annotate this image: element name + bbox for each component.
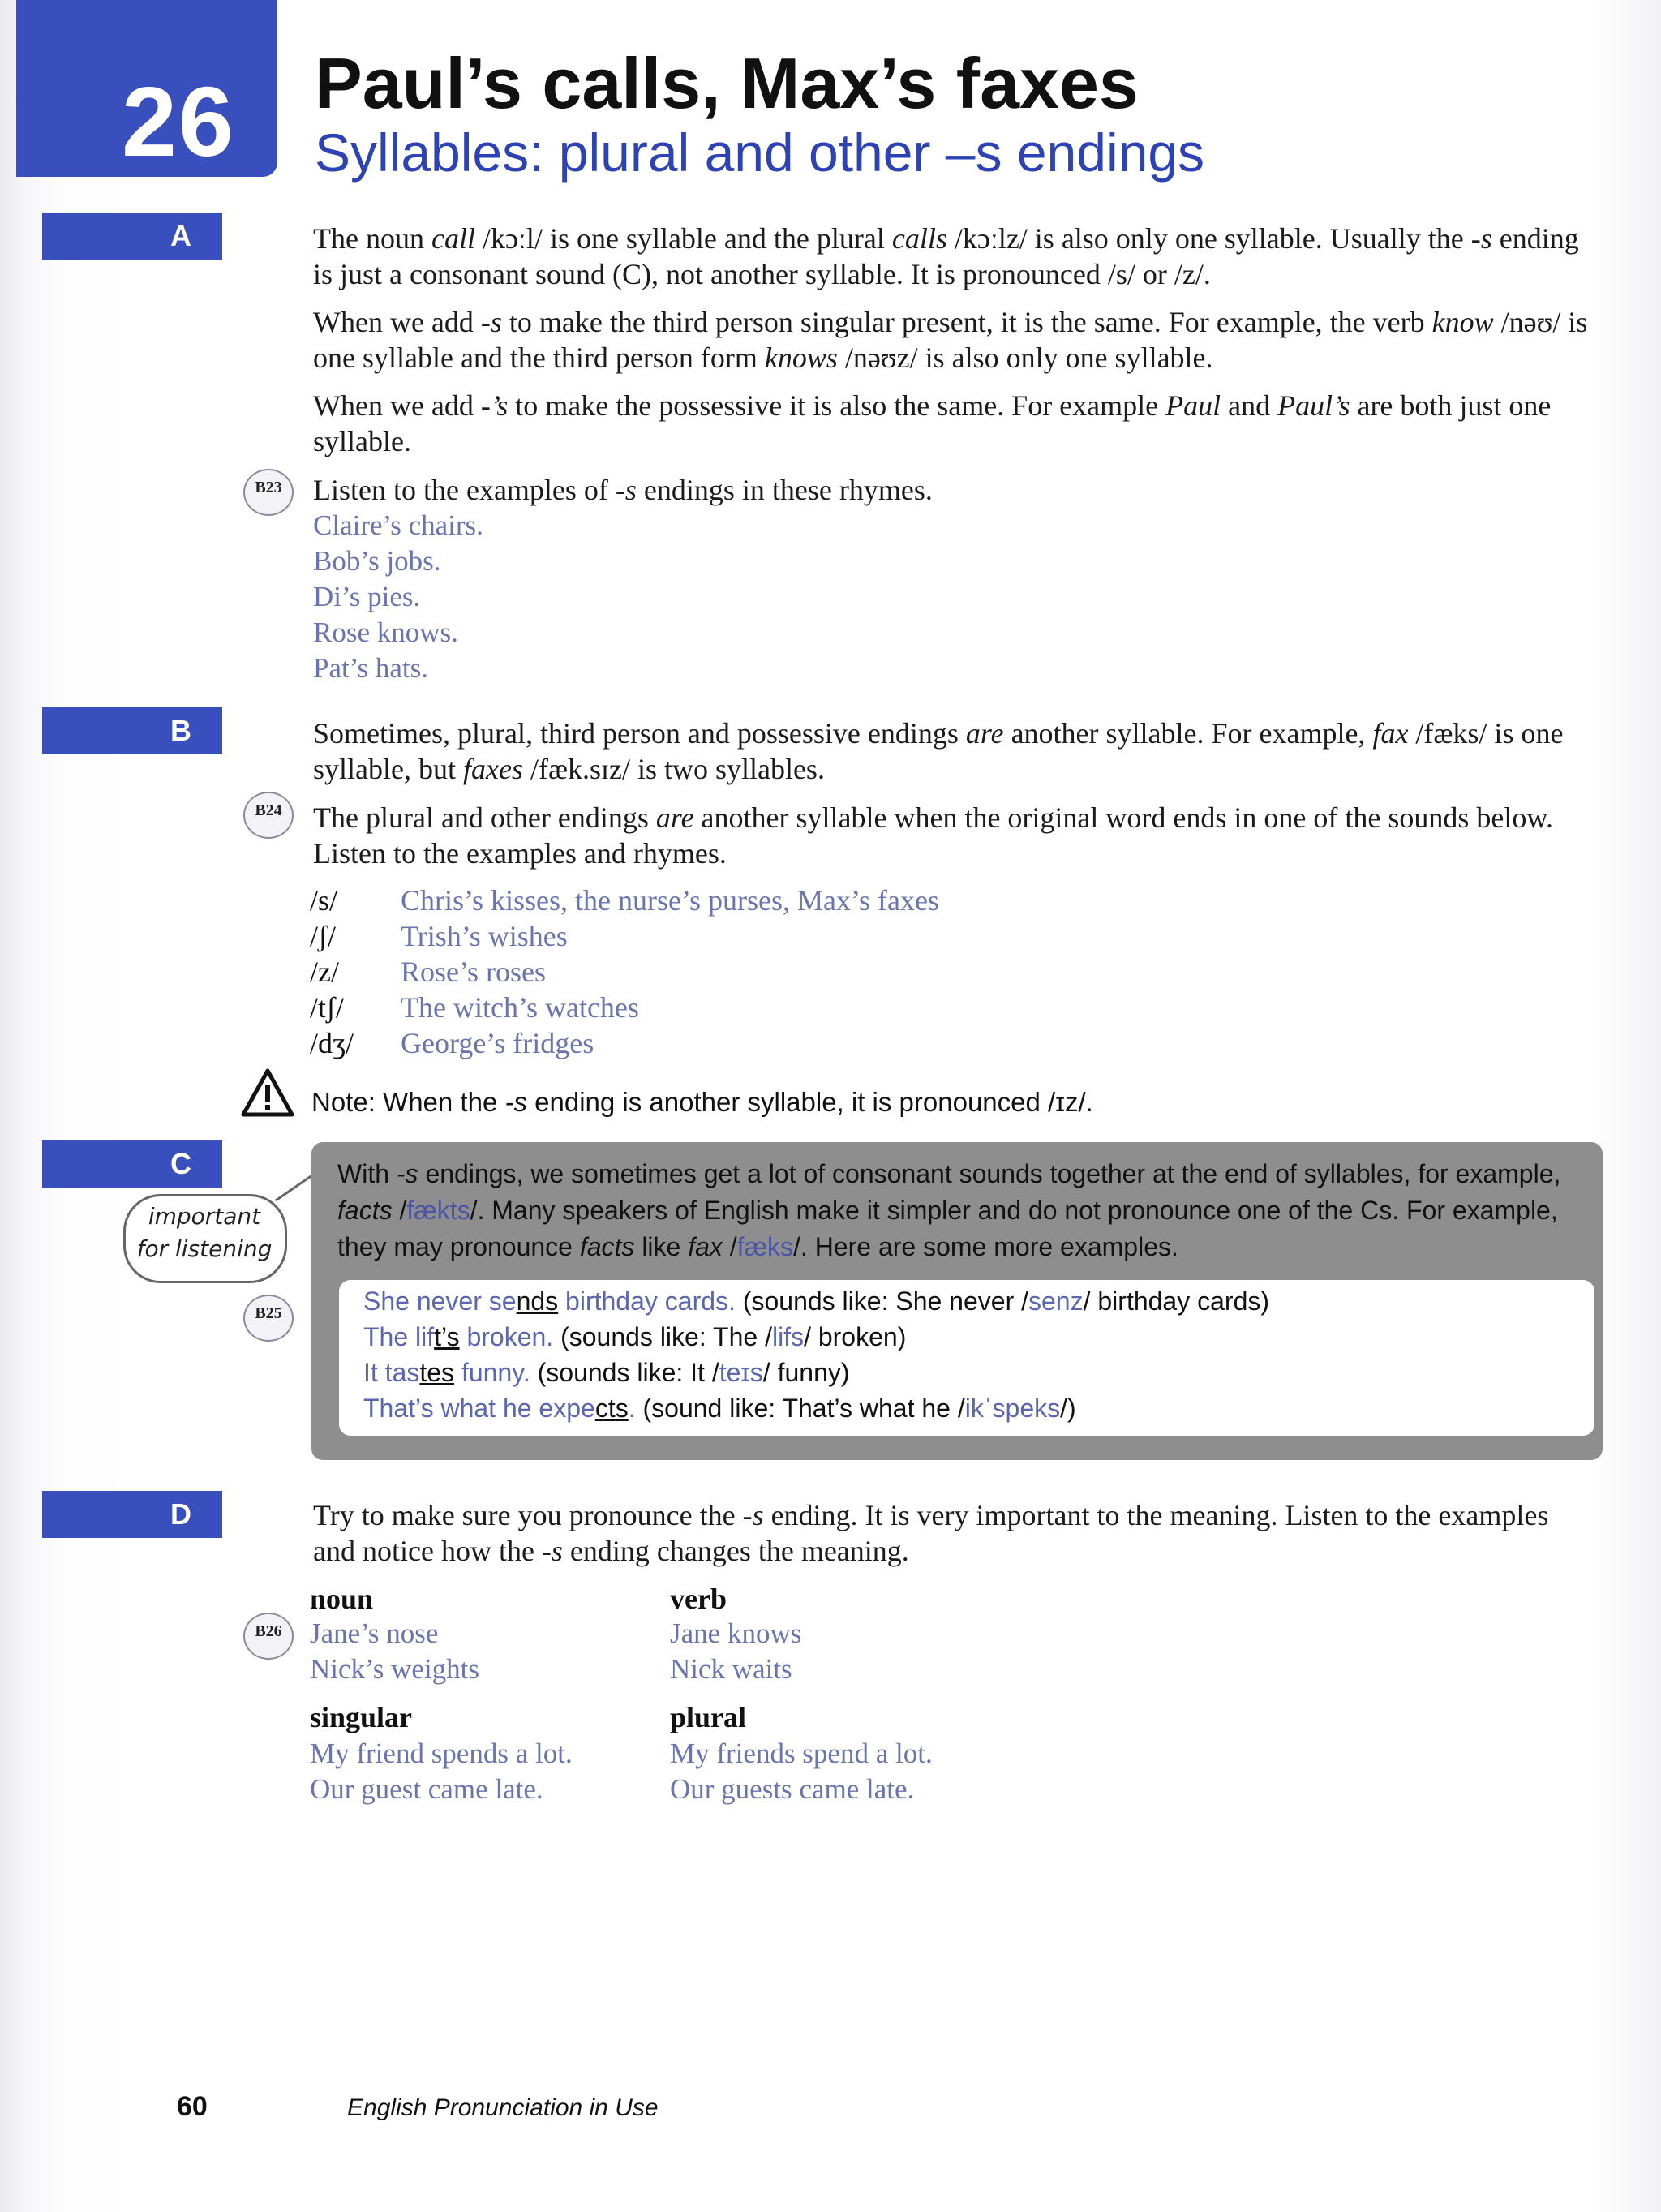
- section-tab-b: B: [42, 707, 222, 754]
- page-number: 60: [177, 2091, 208, 2122]
- sound-row: /s/ Chris’s kisses, the nurse’s purses, Max’s faxes: [310, 884, 939, 917]
- section-d-paragraph: Try to make sure you pronounce the -s ending. It is very important to the meaning. Listen to the examples and notice how the -s ending changes the meaning.: [313, 1499, 1549, 1567]
- audio-track-b26[interactable]: B26: [243, 1613, 294, 1660]
- column-heading-plural: plural: [670, 1701, 747, 1733]
- page-subtitle: Syllables: plural and other –s endings: [315, 122, 1205, 183]
- sound-row: /tʃ/ The witch’s watches: [310, 991, 639, 1024]
- speech-bubble-text: important for listening: [136, 1203, 273, 1262]
- section-b-note: Note: When the -s ending is another syllable, it is pronounced /ɪz/.: [311, 1087, 1093, 1117]
- verb-example: Jane knows: [670, 1617, 802, 1649]
- section-a-listen-instruction: Listen to the examples of -s endings in these rhymes.: [313, 474, 933, 506]
- plural-example: My friends spend a lot.: [670, 1737, 933, 1769]
- example-line: Rose knows.: [313, 616, 458, 648]
- audio-track-b24[interactable]: B24: [243, 792, 294, 839]
- section-tab-a: A: [42, 213, 222, 260]
- section-b-paragraph-2: The plural and other endings are another syllable when the original word ends in one of the sounds below. Listen to the examples and rhymes.: [313, 801, 1553, 870]
- audio-track-b23[interactable]: B23: [243, 469, 294, 516]
- section-tab-d: D: [42, 1491, 222, 1538]
- tip-example-line: It tastes funny. (sounds like: It /teɪs/ funny): [363, 1358, 850, 1387]
- audio-track-b25[interactable]: B25: [243, 1295, 294, 1342]
- warning-icon: [240, 1067, 295, 1118]
- section-a-paragraph-2: When we add -s to make the third person singular present, it is the same. For example, the verb know /nəʊ/ is one syllable and the third person form knows /nəʊz/ is also only one syllable.: [313, 306, 1588, 374]
- noun-example: Nick’s weights: [310, 1653, 480, 1685]
- section-b-paragraph-1: Sometimes, plural, third person and possessive endings are another syllable. For example, fax /fæks/ is one syllable, but faxes /fæk.sɪz/ is two syllables.: [313, 717, 1564, 785]
- column-heading-noun: noun: [310, 1583, 374, 1615]
- singular-example: Our guest came late.: [310, 1773, 543, 1805]
- book-title: English Pronunciation in Use: [347, 2094, 659, 2121]
- verb-example: Nick waits: [670, 1653, 792, 1685]
- tip-intro: With -s endings, we sometimes get a lot of consonant sounds together at the end of syllables, for example, facts /fækts/. Many speakers of English make it simpler and do not pronounce one of the Cs. For example, they may pronounce facts like fax /fæks/. Here are some more examples.: [337, 1159, 1561, 1261]
- sound-row: /z/ Rose’s roses: [310, 956, 546, 988]
- section-tab-c: C: [42, 1140, 222, 1188]
- tip-example-line: She never sends birthday cards. (sounds like: She never /senz/ birthday cards): [363, 1286, 1270, 1316]
- tip-example-line: That’s what he expects. (sound like: That’s what he /ikˈspeks/): [363, 1394, 1076, 1423]
- section-a-paragraph-1: The noun call /kɔːl/ is one syllable and the plural calls /kɔːlz/ is also only one syllable. Usually the -s ending is just a consonant sound (C), not another syllable. It is pronounced /s/ or /z/.: [313, 222, 1579, 290]
- singular-example: My friend spends a lot.: [310, 1737, 573, 1769]
- example-line: Pat’s hats.: [313, 652, 428, 684]
- sound-row: /dʒ/ George’s fridges: [310, 1027, 594, 1059]
- section-a-examples: [313, 508, 483, 686]
- page-title: Paul’s calls, Max’s faxes: [315, 43, 1139, 123]
- section-a-paragraph-3: When we add -’s to make the possessive it is also the same. For example Paul and Paul’s are both just one syllable.: [313, 389, 1552, 457]
- example-line: Di’s pies.: [313, 581, 421, 612]
- column-heading-verb: verb: [670, 1583, 727, 1615]
- tip-example-line: The lift’s broken. (sounds like: The /lifs/ broken): [363, 1322, 907, 1351]
- noun-example: Jane’s nose: [310, 1617, 439, 1649]
- unit-number-box: [16, 0, 277, 177]
- sound-row: /ʃ/ Trish’s wishes: [310, 920, 568, 952]
- column-heading-singular: singular: [310, 1701, 413, 1733]
- plural-example: Our guests came late.: [670, 1773, 915, 1805]
- example-line: Claire’s chairs.: [313, 509, 483, 541]
- unit-number: 26: [122, 67, 235, 177]
- example-line: Bob’s jobs.: [313, 545, 441, 577]
